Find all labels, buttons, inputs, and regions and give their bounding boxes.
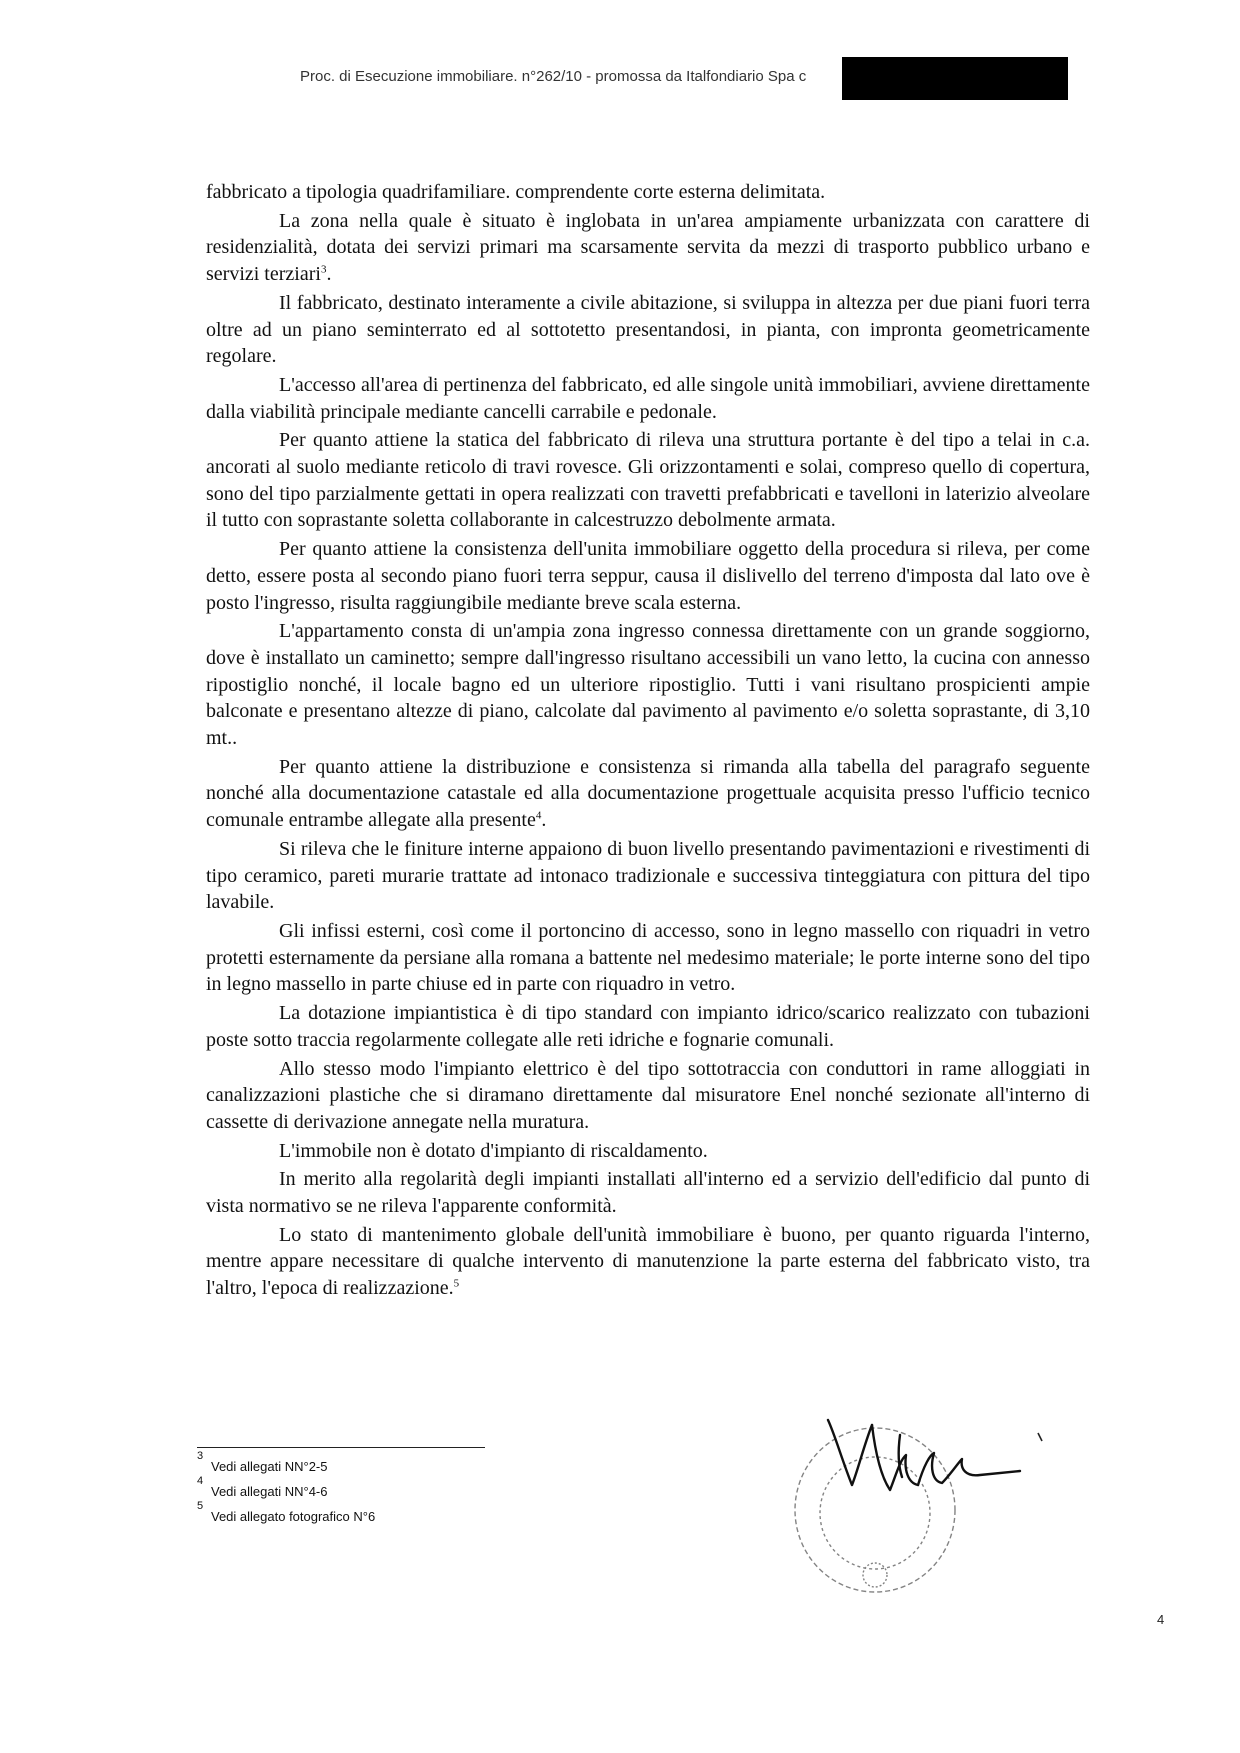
footnote-number: 3 <box>197 1450 204 1462</box>
footnote-text: Vedi allegato fotografico N°6 <box>211 1509 376 1524</box>
seal-inner-ring <box>820 1457 930 1569</box>
footnote-ref: 5 <box>453 1277 460 1290</box>
paragraph <box>206 1222 1090 1302</box>
footnote <box>197 1452 597 1477</box>
stray-mark <box>1038 1433 1042 1441</box>
paragraph-tail: . <box>326 263 332 286</box>
footnote-ref: 3 <box>320 263 327 276</box>
footnote <box>197 1477 597 1502</box>
footnote <box>197 1502 597 1527</box>
paragraph-text: Il fabbricato, destinato interamente a civile abitazione, si sviluppa in altezza per due piani fuori terra oltre ad un piano seminterrato ed al sottotetto presentandosi, in pianta, con impronta geometricamente regolare. <box>206 291 1090 368</box>
header-text: Proc. di Esecuzione immobiliare. n°262/10 - promossa da Italfondiario Spa c <box>300 68 807 85</box>
paragraph <box>206 836 1090 916</box>
paragraph-text: Gli infissi esterni, così come il portoncino di accesso, sono in legno massello con riquadri in vetro protetti esternamente da persiane alla romana a battente nel medesimo materiale; le porte interne sono del tipo in legno massello in parte chiuse ed in parte con riquadro in vetro. <box>206 919 1090 996</box>
paragraph-text: Per quanto attiene la consistenza dell'unita immobiliare oggetto della procedura si rileva, per come detto, essere posta al secondo piano fuori terra seppur, causa il dislivello del terreno d'imposta dal lato ove è posto l'ingresso, risulta raggiungibile mediante breve scala esterna. <box>206 538 1090 614</box>
paragraph <box>206 754 1090 834</box>
paragraph-text: fabbricato a tipologia quadrifamiliare. comprendente corte esterna delimitata. <box>206 181 826 203</box>
footnote-number: 5 <box>197 1500 204 1512</box>
footnote-number: 4 <box>197 1475 204 1487</box>
footnotes <box>197 1452 597 1527</box>
footnote-ref: 4 <box>535 809 542 822</box>
paragraph-text: L'appartamento consta di un'ampia zona ingresso connessa direttamente con un grande soggiorno, dove è installato un caminetto; sempre dall'ingresso risultano accessibili un vano letto, la cucina con annesso ripostiglio nonché, il locale bagno ed un ulteriore ripostiglio. Tutti i vani risultano prospicienti ampie balconate e presentano altezze di piano, calcolate dal pavimento al pavimento e/o soletta soprastante, di 3,10 mt.. <box>206 620 1090 750</box>
paragraph <box>206 179 1090 206</box>
paragraph <box>206 1166 1090 1219</box>
paragraph-text: L'immobile non è dotato d'impianto di riscaldamento. <box>279 1139 708 1162</box>
paragraph-text: La zona nella quale è situato è inglobata in un'area ampiamente urbanizzata con carattere di residenzialità, dotata dei servizi primari ma scarsamente servita da mezzi di trasporto pubblico urbano e servizi terziari <box>206 209 1090 286</box>
footnote-text: Vedi allegati NN°4-6 <box>211 1484 328 1499</box>
paragraph-text: L'accesso all'area di pertinenza del fabbricato, ed alle singole unità immobiliari, avviene direttamente dalla viabilità principale mediante cancelli carrabile e pedonale. <box>206 373 1090 423</box>
paragraph <box>206 1000 1090 1053</box>
paragraph <box>206 536 1090 616</box>
seal-center-emblem <box>863 1563 887 1587</box>
seal-outer-ring <box>795 1428 955 1592</box>
paragraph-text: Lo stato di mantenimento globale dell'unità immobiliare è buono, per quanto riguarda l'interno, mentre appare necessitare di qualche intervento di manutenzione la parte esterna del fabbricato visto, tra l'altro, l'epoca di realizzazione. <box>206 1223 1090 1300</box>
footnote-divider <box>197 1447 485 1448</box>
paragraph <box>206 372 1090 425</box>
paragraph <box>206 618 1090 752</box>
paragraph-text: Per quanto attiene la statica del fabbricato di rileva una struttura portante è del tipo a telai in c.a. ancorati al suolo mediante reticolo di travi rovesce. Gli orizzontamenti e solai, compreso quello di copertura, sono del tipo parzialmente gettati in opera realizzati con travetti prefabbricati e tavelloni in laterizio alveolare il tutto con soprastante soletta collaborante in calcestruzzo debolmente armata. <box>206 429 1090 532</box>
paragraph <box>206 1056 1090 1136</box>
paragraph-tail: . <box>541 809 547 832</box>
paragraph-text: Si rileva che le finiture interne appaiono di buon livello presentando pavimentazioni e rivestimenti di tipo ceramico, pareti murarie trattate ad intonaco tradizionale e successiva tinteggiatura con pittura del tipo lavabile. <box>206 837 1090 914</box>
footnote-text: Vedi allegati NN°2-5 <box>211 1459 328 1474</box>
page-number: 4 <box>1157 1612 1165 1627</box>
seal-and-signature <box>780 1405 1070 1635</box>
paragraph <box>206 1138 1090 1165</box>
paragraph <box>206 918 1090 998</box>
paragraph <box>206 290 1090 370</box>
paragraph-text: La dotazione impiantistica è di tipo standard con impianto idrico/scarico realizzato con tubazioni poste sotto traccia regolarmente collegate alle reti idriche e fognarie comunali. <box>206 1002 1090 1051</box>
page-header <box>0 64 1240 104</box>
redaction-block <box>842 57 1068 100</box>
paragraph-text: Per quanto attiene la distribuzione e consistenza si rimanda alla tabella del paragrafo seguente nonché alla documentazione catastale ed alla documentazione progettuale acquisita presso l'ufficio tecnico comunale entrambe allegate alla presente <box>206 755 1090 832</box>
body-text <box>206 179 1090 1304</box>
paragraph-text: In merito alla regolarità degli impianti installati all'interno ed a servizio dell'edificio dal punto di vista normativo se ne rileva l'apparente conformità. <box>206 1168 1090 1218</box>
paragraph-text: Allo stesso modo l'impianto elettrico è del tipo sottotraccia con conduttori in rame alloggiati in canalizzazioni plastiche che si diramano direttamente dal misuratore Enel nonché sezionate all'interno di cassette di derivazione annegate nella muratura. <box>206 1057 1090 1133</box>
paragraph <box>206 208 1090 288</box>
paragraph <box>206 427 1090 534</box>
